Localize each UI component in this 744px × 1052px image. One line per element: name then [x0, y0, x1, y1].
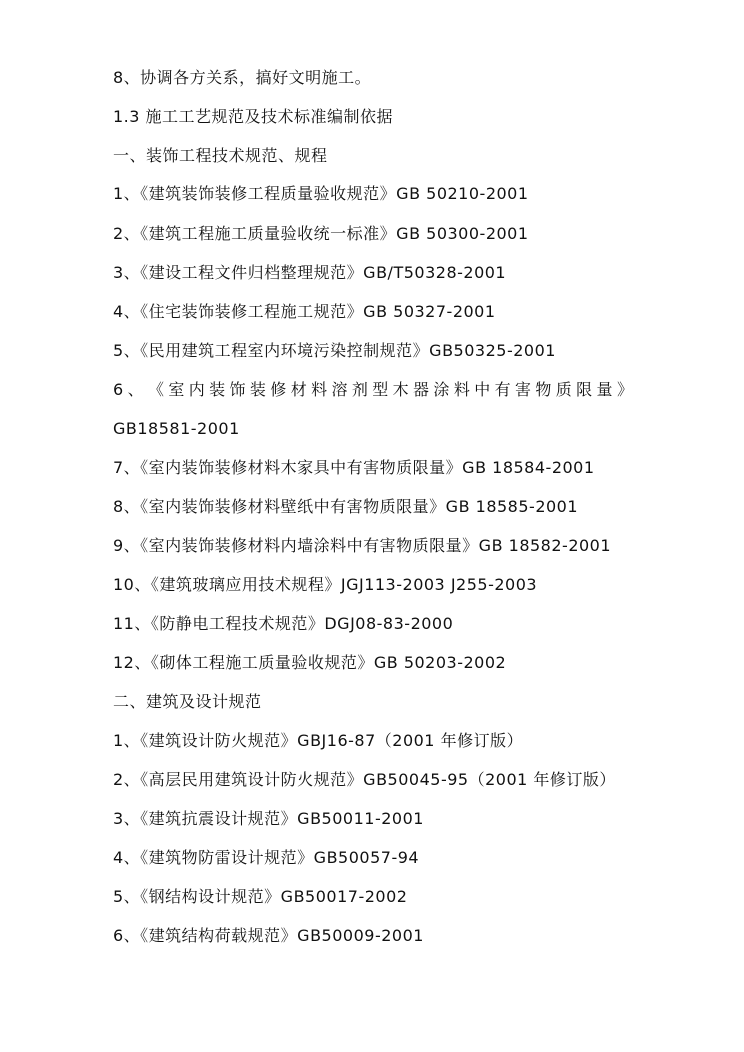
char: 装 — [209, 380, 226, 399]
design-item-2: 2、《高层民用建筑设计防火规范》GB50045-95（2001 年修订版） — [113, 770, 616, 789]
char: 质 — [555, 380, 572, 399]
char: 害 — [514, 380, 531, 399]
char: 料 — [311, 380, 328, 399]
char: 饰 — [229, 380, 246, 399]
standard-item-6 — [113, 380, 633, 400]
char: 、 — [127, 380, 144, 399]
text-line-1: 8、协调各方关系，搞好文明施工。 — [113, 68, 372, 87]
char: 有 — [494, 380, 511, 399]
design-item-5: 5、《钢结构设计规范》GB50017-2002 — [113, 887, 408, 906]
char: 剂 — [351, 380, 368, 399]
char: 木 — [392, 380, 409, 399]
char: 室 — [168, 380, 185, 399]
design-item-4: 4、《建筑物防雷设计规范》GB50057-94 — [113, 848, 420, 867]
char: 型 — [372, 380, 389, 399]
subsection-heading-decoration: 一、装饰工程技术规范、规程 — [113, 146, 328, 165]
char: 6 — [113, 380, 124, 399]
standard-item-4: 4、《住宅装饰装修工程施工规范》GB 50327-2001 — [113, 302, 496, 321]
design-item-1: 1、《建筑设计防火规范》GBJ16-87（2001 年修订版） — [113, 731, 524, 750]
standard-item-6-code: GB18581-2001 — [113, 419, 240, 438]
design-item-6: 6、《建筑结构荷载规范》GB50009-2001 — [113, 926, 424, 945]
standard-item-1: 1、《建筑装饰装修工程质量验收规范》GB 50210-2001 — [113, 184, 529, 203]
standard-item-12: 12、《砌体工程施工质量验收规范》GB 50203-2002 — [113, 653, 507, 672]
char: 《 — [147, 380, 164, 399]
section-heading-1-3: 1.3 施工工艺规范及技术标准编制依据 — [113, 107, 394, 126]
char: 修 — [270, 380, 287, 399]
standard-item-8: 8、《室内装饰装修材料壁纸中有害物质限量》GB 18585-2001 — [113, 497, 579, 516]
standard-item-11: 11、《防静电工程技术规范》DGJ08-83-2000 — [113, 614, 454, 633]
char: 材 — [290, 380, 307, 399]
char: 涂 — [433, 380, 450, 399]
char: 溶 — [331, 380, 348, 399]
subsection-heading-design: 二、建筑及设计规范 — [113, 692, 262, 711]
char: 料 — [453, 380, 470, 399]
char: 装 — [249, 380, 266, 399]
standard-item-5: 5、《民用建筑工程室内环境污染控制规范》GB50325-2001 — [113, 341, 556, 360]
standard-item-10: 10、《建筑玻璃应用技术规程》JGJ113-2003 J255-2003 — [113, 575, 538, 594]
char: 内 — [188, 380, 205, 399]
standard-item-7: 7、《室内装饰装修材料木家具中有害物质限量》GB 18584-2001 — [113, 458, 595, 477]
char: 》 — [616, 380, 633, 399]
char: 中 — [474, 380, 491, 399]
char: 器 — [413, 380, 430, 399]
char: 量 — [596, 380, 613, 399]
char: 限 — [576, 380, 593, 399]
standard-item-2: 2、《建筑工程施工质量验收统一标准》GB 50300-2001 — [113, 224, 529, 243]
standard-item-9: 9、《室内装饰装修材料内墙涂料中有害物质限量》GB 18582-2001 — [113, 536, 612, 555]
standard-item-3: 3、《建设工程文件归档整理规范》GB/T50328-2001 — [113, 263, 507, 282]
char: 物 — [535, 380, 552, 399]
design-item-3: 3、《建筑抗震设计规范》GB50011-2001 — [113, 809, 424, 828]
